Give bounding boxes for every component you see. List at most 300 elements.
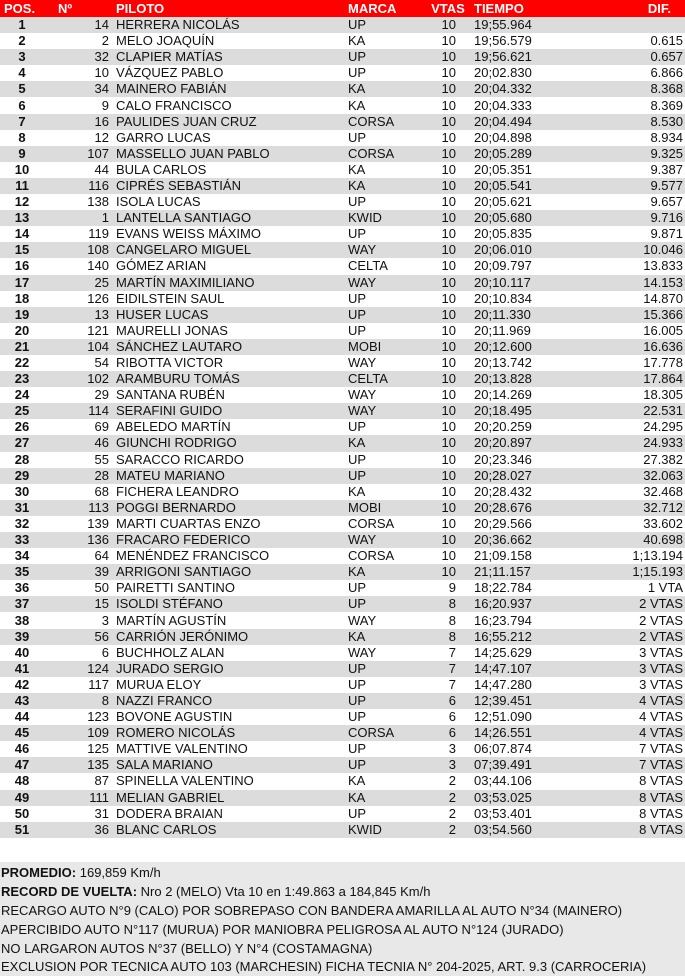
cell-vtas: 10 bbox=[426, 339, 470, 355]
cell-vtas: 10 bbox=[426, 162, 470, 178]
cell-num: 87 bbox=[44, 773, 112, 789]
cell-pos: 24 bbox=[0, 387, 44, 403]
cell-vtas: 10 bbox=[426, 419, 470, 435]
table-row bbox=[0, 194, 685, 210]
cell-dif: 1;15.193 bbox=[578, 564, 685, 580]
cell-vtas: 10 bbox=[426, 500, 470, 516]
cell-dif: 0.657 bbox=[578, 49, 685, 65]
cell-num: 3 bbox=[44, 612, 112, 628]
cell-marca: WAY bbox=[344, 532, 426, 548]
cell-dif: 17.778 bbox=[578, 355, 685, 371]
cell-marca: UP bbox=[344, 323, 426, 339]
cell-tiempo: 20;23.346 bbox=[470, 452, 578, 468]
cell-marca: WAY bbox=[344, 403, 426, 419]
cell-dif: 32.468 bbox=[578, 484, 685, 500]
cell-marca: KA bbox=[344, 790, 426, 806]
cell-num: 16 bbox=[44, 114, 112, 130]
cell-tiempo: 20;05.541 bbox=[470, 178, 578, 194]
cell-vtas: 7 bbox=[426, 661, 470, 677]
cell-pos: 21 bbox=[0, 339, 44, 355]
cell-pos: 43 bbox=[0, 693, 44, 709]
cell-piloto: SERAFINI GUIDO bbox=[112, 403, 344, 419]
cell-num: 44 bbox=[44, 162, 112, 178]
cell-num: 56 bbox=[44, 629, 112, 645]
cell-num: 9 bbox=[44, 97, 112, 113]
promedio-label: PROMEDIO: bbox=[1, 865, 77, 880]
cell-piloto: SANTANA RUBÉN bbox=[112, 387, 344, 403]
cell-num: 111 bbox=[44, 790, 112, 806]
table-row bbox=[0, 435, 685, 451]
cell-piloto: SALA MARIANO bbox=[112, 757, 344, 773]
cell-tiempo: 19;56.579 bbox=[470, 33, 578, 49]
cell-marca: KWID bbox=[344, 822, 426, 838]
promedio-value: 169,859 Km/h bbox=[76, 865, 161, 880]
header-vtas: VTAS bbox=[426, 0, 470, 17]
promedio-line bbox=[1, 865, 161, 880]
cell-piloto: ARAMBURU TOMÁS bbox=[112, 371, 344, 387]
cell-tiempo: 20;06.010 bbox=[470, 242, 578, 258]
cell-pos: 29 bbox=[0, 468, 44, 484]
table-row bbox=[0, 307, 685, 323]
cell-num: 6 bbox=[44, 645, 112, 661]
cell-marca: UP bbox=[344, 806, 426, 822]
cell-num: 32 bbox=[44, 49, 112, 65]
cell-pos: 42 bbox=[0, 677, 44, 693]
cell-vtas: 3 bbox=[426, 741, 470, 757]
cell-pos: 15 bbox=[0, 242, 44, 258]
cell-marca: CORSA bbox=[344, 516, 426, 532]
cell-dif: 16.005 bbox=[578, 323, 685, 339]
cell-pos: 1 bbox=[0, 17, 44, 33]
cell-num: 104 bbox=[44, 339, 112, 355]
table-row bbox=[0, 822, 685, 838]
cell-tiempo: 20;28.432 bbox=[470, 484, 578, 500]
cell-marca: KA bbox=[344, 33, 426, 49]
note-exclusion: EXCLUSION POR TECNICA AUTO 103 (MARCHESIN) FICHA TECNIA N° 204-2025, ART. 9.3 (CARROCERIA) bbox=[1, 959, 647, 974]
cell-tiempo: 03;53.025 bbox=[470, 790, 578, 806]
record-label: RECORD DE VUELTA: bbox=[1, 884, 138, 899]
results-header bbox=[0, 0, 685, 17]
cell-vtas: 10 bbox=[426, 468, 470, 484]
cell-num: 54 bbox=[44, 355, 112, 371]
cell-tiempo: 20;20.897 bbox=[470, 435, 578, 451]
cell-tiempo: 20;05.351 bbox=[470, 162, 578, 178]
cell-tiempo: 20;04.332 bbox=[470, 81, 578, 97]
cell-vtas: 10 bbox=[426, 532, 470, 548]
note-apercibido: APERCIBIDO AUTO N°117 (MURUA) POR MANIOBRA PELIGROSA AL AUTO N°124 (JURADO) bbox=[1, 922, 564, 937]
cell-tiempo: 06;07.874 bbox=[470, 741, 578, 757]
cell-piloto: GIUNCHI RODRIGO bbox=[112, 435, 344, 451]
cell-vtas: 2 bbox=[426, 790, 470, 806]
cell-dif: 2 VTAS bbox=[578, 596, 685, 612]
cell-num: 8 bbox=[44, 693, 112, 709]
cell-piloto: RIBOTTA VICTOR bbox=[112, 355, 344, 371]
cell-num: 121 bbox=[44, 323, 112, 339]
cell-vtas: 10 bbox=[426, 97, 470, 113]
cell-piloto: MAINERO FABIÁN bbox=[112, 81, 344, 97]
cell-num: 64 bbox=[44, 548, 112, 564]
cell-dif: 9.871 bbox=[578, 226, 685, 242]
cell-dif bbox=[578, 17, 685, 33]
cell-dif: 27.382 bbox=[578, 452, 685, 468]
record-line bbox=[1, 884, 430, 899]
cell-num: 113 bbox=[44, 500, 112, 516]
cell-piloto: MAURELLI JONAS bbox=[112, 323, 344, 339]
cell-marca: CELTA bbox=[344, 371, 426, 387]
note-recargo: RECARGO AUTO N°9 (CALO) POR SOBREPASO CON BANDERA AMARILLA AL AUTO N°34 (MAINERO) bbox=[1, 903, 623, 918]
table-row bbox=[0, 741, 685, 757]
cell-pos: 5 bbox=[0, 81, 44, 97]
cell-dif: 17.864 bbox=[578, 371, 685, 387]
cell-num: 102 bbox=[44, 371, 112, 387]
cell-dif: 4 VTAS bbox=[578, 693, 685, 709]
cell-num: 109 bbox=[44, 725, 112, 741]
cell-num: 114 bbox=[44, 403, 112, 419]
table-row bbox=[0, 323, 685, 339]
cell-piloto: HERRERA NICOLÁS bbox=[112, 17, 344, 33]
cell-num: 29 bbox=[44, 387, 112, 403]
cell-num: 108 bbox=[44, 242, 112, 258]
cell-pos: 49 bbox=[0, 790, 44, 806]
cell-dif: 14.870 bbox=[578, 291, 685, 307]
cell-pos: 48 bbox=[0, 773, 44, 789]
cell-piloto: CARRIÓN JERÓNIMO bbox=[112, 629, 344, 645]
cell-vtas: 10 bbox=[426, 210, 470, 226]
cell-pos: 25 bbox=[0, 403, 44, 419]
cell-marca: MOBI bbox=[344, 339, 426, 355]
cell-marca: UP bbox=[344, 468, 426, 484]
cell-marca: KA bbox=[344, 178, 426, 194]
cell-piloto: NAZZI FRANCO bbox=[112, 693, 344, 709]
cell-pos: 35 bbox=[0, 564, 44, 580]
cell-vtas: 10 bbox=[426, 81, 470, 97]
cell-dif: 8 VTAS bbox=[578, 773, 685, 789]
cell-pos: 40 bbox=[0, 645, 44, 661]
cell-vtas: 2 bbox=[426, 773, 470, 789]
cell-tiempo: 21;09.158 bbox=[470, 548, 578, 564]
cell-piloto: GARRO LUCAS bbox=[112, 130, 344, 146]
table-row bbox=[0, 580, 685, 596]
cell-marca: KA bbox=[344, 97, 426, 113]
cell-num: 13 bbox=[44, 307, 112, 323]
cell-tiempo: 12;51.090 bbox=[470, 709, 578, 725]
table-row bbox=[0, 452, 685, 468]
table-row bbox=[0, 596, 685, 612]
cell-tiempo: 20;04.333 bbox=[470, 97, 578, 113]
cell-tiempo: 20;09.797 bbox=[470, 258, 578, 274]
table-row bbox=[0, 661, 685, 677]
cell-marca: KA bbox=[344, 629, 426, 645]
cell-tiempo: 20;05.835 bbox=[470, 226, 578, 242]
cell-dif: 8 VTAS bbox=[578, 822, 685, 838]
cell-piloto: BUCHHOLZ ALAN bbox=[112, 645, 344, 661]
table-row bbox=[0, 97, 685, 113]
cell-piloto: FICHERA LEANDRO bbox=[112, 484, 344, 500]
cell-vtas: 10 bbox=[426, 130, 470, 146]
cell-piloto: VÁZQUEZ PABLO bbox=[112, 65, 344, 81]
cell-pos: 50 bbox=[0, 806, 44, 822]
cell-pos: 33 bbox=[0, 532, 44, 548]
cell-piloto: CALO FRANCISCO bbox=[112, 97, 344, 113]
cell-tiempo: 16;55.212 bbox=[470, 629, 578, 645]
cell-dif: 8.368 bbox=[578, 81, 685, 97]
cell-marca: UP bbox=[344, 661, 426, 677]
cell-marca: UP bbox=[344, 693, 426, 709]
cell-dif: 2 VTAS bbox=[578, 612, 685, 628]
table-row bbox=[0, 371, 685, 387]
cell-vtas: 10 bbox=[426, 33, 470, 49]
cell-marca: UP bbox=[344, 741, 426, 757]
cell-pos: 17 bbox=[0, 275, 44, 291]
cell-vtas: 10 bbox=[426, 49, 470, 65]
cell-marca: UP bbox=[344, 596, 426, 612]
cell-pos: 16 bbox=[0, 258, 44, 274]
table-row bbox=[0, 291, 685, 307]
cell-dif: 16.636 bbox=[578, 339, 685, 355]
cell-marca: CORSA bbox=[344, 725, 426, 741]
cell-piloto: POGGI BERNARDO bbox=[112, 500, 344, 516]
cell-num: 28 bbox=[44, 468, 112, 484]
cell-piloto: BULA CARLOS bbox=[112, 162, 344, 178]
cell-vtas: 10 bbox=[426, 387, 470, 403]
cell-piloto: MATEU MARIANO bbox=[112, 468, 344, 484]
table-row bbox=[0, 757, 685, 773]
cell-vtas: 10 bbox=[426, 484, 470, 500]
cell-pos: 7 bbox=[0, 114, 44, 130]
cell-num: 140 bbox=[44, 258, 112, 274]
cell-piloto: MARTÍN AGUSTÍN bbox=[112, 612, 344, 628]
cell-num: 69 bbox=[44, 419, 112, 435]
cell-vtas: 6 bbox=[426, 709, 470, 725]
cell-num: 117 bbox=[44, 677, 112, 693]
cell-marca: WAY bbox=[344, 645, 426, 661]
cell-num: 12 bbox=[44, 130, 112, 146]
header-marca: MARCA bbox=[344, 0, 426, 17]
cell-vtas: 7 bbox=[426, 677, 470, 693]
cell-piloto: ISOLA LUCAS bbox=[112, 194, 344, 210]
cell-piloto: CANGELARO MIGUEL bbox=[112, 242, 344, 258]
cell-marca: UP bbox=[344, 291, 426, 307]
cell-dif: 9.577 bbox=[578, 178, 685, 194]
cell-vtas: 10 bbox=[426, 307, 470, 323]
cell-num: 68 bbox=[44, 484, 112, 500]
cell-dif: 32.712 bbox=[578, 500, 685, 516]
cell-dif: 7 VTAS bbox=[578, 757, 685, 773]
table-row bbox=[0, 516, 685, 532]
cell-pos: 2 bbox=[0, 33, 44, 49]
table-row bbox=[0, 419, 685, 435]
cell-dif: 8.530 bbox=[578, 114, 685, 130]
cell-piloto: BLANC CARLOS bbox=[112, 822, 344, 838]
cell-vtas: 10 bbox=[426, 194, 470, 210]
cell-tiempo: 20;36.662 bbox=[470, 532, 578, 548]
cell-piloto: PAULIDES JUAN CRUZ bbox=[112, 114, 344, 130]
cell-dif: 8.369 bbox=[578, 97, 685, 113]
cell-marca: UP bbox=[344, 580, 426, 596]
cell-vtas: 2 bbox=[426, 822, 470, 838]
cell-dif: 18.305 bbox=[578, 387, 685, 403]
cell-dif: 3 VTAS bbox=[578, 677, 685, 693]
cell-pos: 6 bbox=[0, 97, 44, 113]
table-row bbox=[0, 790, 685, 806]
cell-num: 2 bbox=[44, 33, 112, 49]
cell-pos: 12 bbox=[0, 194, 44, 210]
cell-dif: 2 VTAS bbox=[578, 629, 685, 645]
cell-tiempo: 03;53.401 bbox=[470, 806, 578, 822]
cell-vtas: 10 bbox=[426, 452, 470, 468]
cell-piloto: GÓMEZ ARIAN bbox=[112, 258, 344, 274]
cell-dif: 33.602 bbox=[578, 516, 685, 532]
cell-tiempo: 19;56.621 bbox=[470, 49, 578, 65]
header-tiempo: TIEMPO bbox=[470, 0, 578, 17]
cell-num: 123 bbox=[44, 709, 112, 725]
cell-piloto: ARRIGONI SANTIAGO bbox=[112, 564, 344, 580]
cell-piloto: SÁNCHEZ LAUTARO bbox=[112, 339, 344, 355]
cell-pos: 45 bbox=[0, 725, 44, 741]
cell-vtas: 2 bbox=[426, 806, 470, 822]
cell-tiempo: 20;20.259 bbox=[470, 419, 578, 435]
cell-pos: 44 bbox=[0, 709, 44, 725]
cell-piloto: MELIAN GABRIEL bbox=[112, 790, 344, 806]
cell-vtas: 10 bbox=[426, 435, 470, 451]
cell-dif: 40.698 bbox=[578, 532, 685, 548]
cell-piloto: CLAPIER MATÍAS bbox=[112, 49, 344, 65]
cell-pos: 9 bbox=[0, 146, 44, 162]
cell-marca: KA bbox=[344, 81, 426, 97]
cell-num: 107 bbox=[44, 146, 112, 162]
cell-piloto: SARACCO RICARDO bbox=[112, 452, 344, 468]
cell-vtas: 8 bbox=[426, 596, 470, 612]
cell-marca: KWID bbox=[344, 210, 426, 226]
cell-marca: UP bbox=[344, 307, 426, 323]
cell-num: 116 bbox=[44, 178, 112, 194]
cell-tiempo: 19;55.964 bbox=[470, 17, 578, 33]
cell-pos: 47 bbox=[0, 757, 44, 773]
cell-dif: 7 VTAS bbox=[578, 741, 685, 757]
cell-marca: WAY bbox=[344, 275, 426, 291]
cell-piloto: SPINELLA VALENTINO bbox=[112, 773, 344, 789]
cell-marca: UP bbox=[344, 17, 426, 33]
cell-tiempo: 20;05.621 bbox=[470, 194, 578, 210]
cell-dif: 14.153 bbox=[578, 275, 685, 291]
cell-marca: UP bbox=[344, 709, 426, 725]
cell-pos: 22 bbox=[0, 355, 44, 371]
cell-tiempo: 14;47.280 bbox=[470, 677, 578, 693]
cell-dif: 0.615 bbox=[578, 33, 685, 49]
cell-piloto: ISOLDI STÉFANO bbox=[112, 596, 344, 612]
cell-pos: 28 bbox=[0, 452, 44, 468]
cell-pos: 23 bbox=[0, 371, 44, 387]
cell-dif: 6.866 bbox=[578, 65, 685, 81]
cell-piloto: ABELEDO MARTÍN bbox=[112, 419, 344, 435]
cell-dif: 1 VTA bbox=[578, 580, 685, 596]
cell-vtas: 10 bbox=[426, 17, 470, 33]
table-row bbox=[0, 468, 685, 484]
cell-tiempo: 16;20.937 bbox=[470, 596, 578, 612]
cell-vtas: 10 bbox=[426, 403, 470, 419]
cell-piloto: MELO JOAQUÍN bbox=[112, 33, 344, 49]
cell-vtas: 10 bbox=[426, 548, 470, 564]
table-row bbox=[0, 65, 685, 81]
cell-marca: CORSA bbox=[344, 146, 426, 162]
cell-piloto: MENÉNDEZ FRANCISCO bbox=[112, 548, 344, 564]
cell-marca: UP bbox=[344, 65, 426, 81]
cell-num: 126 bbox=[44, 291, 112, 307]
cell-dif: 22.531 bbox=[578, 403, 685, 419]
cell-vtas: 7 bbox=[426, 645, 470, 661]
cell-tiempo: 20;10.117 bbox=[470, 275, 578, 291]
cell-num: 15 bbox=[44, 596, 112, 612]
cell-tiempo: 20;12.600 bbox=[470, 339, 578, 355]
results-body bbox=[0, 17, 685, 838]
cell-piloto: MURUA ELOY bbox=[112, 677, 344, 693]
cell-vtas: 10 bbox=[426, 323, 470, 339]
cell-dif: 9.325 bbox=[578, 146, 685, 162]
cell-vtas: 10 bbox=[426, 516, 470, 532]
cell-num: 136 bbox=[44, 532, 112, 548]
cell-marca: WAY bbox=[344, 387, 426, 403]
cell-pos: 39 bbox=[0, 629, 44, 645]
cell-tiempo: 12;39.451 bbox=[470, 693, 578, 709]
cell-pos: 8 bbox=[0, 130, 44, 146]
cell-tiempo: 20;04.494 bbox=[470, 114, 578, 130]
cell-marca: CORSA bbox=[344, 548, 426, 564]
table-row bbox=[0, 33, 685, 49]
cell-marca: WAY bbox=[344, 242, 426, 258]
table-row bbox=[0, 355, 685, 371]
cell-num: 55 bbox=[44, 452, 112, 468]
table-row bbox=[0, 258, 685, 274]
cell-dif: 13.833 bbox=[578, 258, 685, 274]
table-row bbox=[0, 773, 685, 789]
cell-marca: UP bbox=[344, 419, 426, 435]
cell-num: 50 bbox=[44, 580, 112, 596]
cell-tiempo: 20;13.828 bbox=[470, 371, 578, 387]
cell-vtas: 6 bbox=[426, 725, 470, 741]
cell-vtas: 9 bbox=[426, 580, 470, 596]
header-pos: POS. bbox=[0, 0, 44, 17]
cell-vtas: 10 bbox=[426, 114, 470, 130]
cell-marca: UP bbox=[344, 452, 426, 468]
table-row bbox=[0, 693, 685, 709]
cell-tiempo: 20;28.027 bbox=[470, 468, 578, 484]
cell-pos: 13 bbox=[0, 210, 44, 226]
cell-marca: KA bbox=[344, 162, 426, 178]
cell-pos: 32 bbox=[0, 516, 44, 532]
cell-dif: 15.366 bbox=[578, 307, 685, 323]
cell-vtas: 10 bbox=[426, 275, 470, 291]
cell-piloto: DODERA BRAIAN bbox=[112, 806, 344, 822]
table-row bbox=[0, 806, 685, 822]
cell-dif: 8 VTAS bbox=[578, 790, 685, 806]
cell-tiempo: 14;26.551 bbox=[470, 725, 578, 741]
cell-vtas: 10 bbox=[426, 355, 470, 371]
cell-marca: UP bbox=[344, 194, 426, 210]
cell-dif: 3 VTAS bbox=[578, 661, 685, 677]
cell-tiempo: 20;05.289 bbox=[470, 146, 578, 162]
cell-marca: CELTA bbox=[344, 258, 426, 274]
cell-dif: 8 VTAS bbox=[578, 806, 685, 822]
cell-marca: UP bbox=[344, 677, 426, 693]
cell-marca: UP bbox=[344, 757, 426, 773]
cell-vtas: 10 bbox=[426, 564, 470, 580]
cell-marca: UP bbox=[344, 226, 426, 242]
cell-tiempo: 20;02.830 bbox=[470, 65, 578, 81]
cell-tiempo: 20;11.330 bbox=[470, 307, 578, 323]
cell-piloto: MASSELLO JUAN PABLO bbox=[112, 146, 344, 162]
cell-pos: 31 bbox=[0, 500, 44, 516]
cell-tiempo: 07;39.491 bbox=[470, 757, 578, 773]
